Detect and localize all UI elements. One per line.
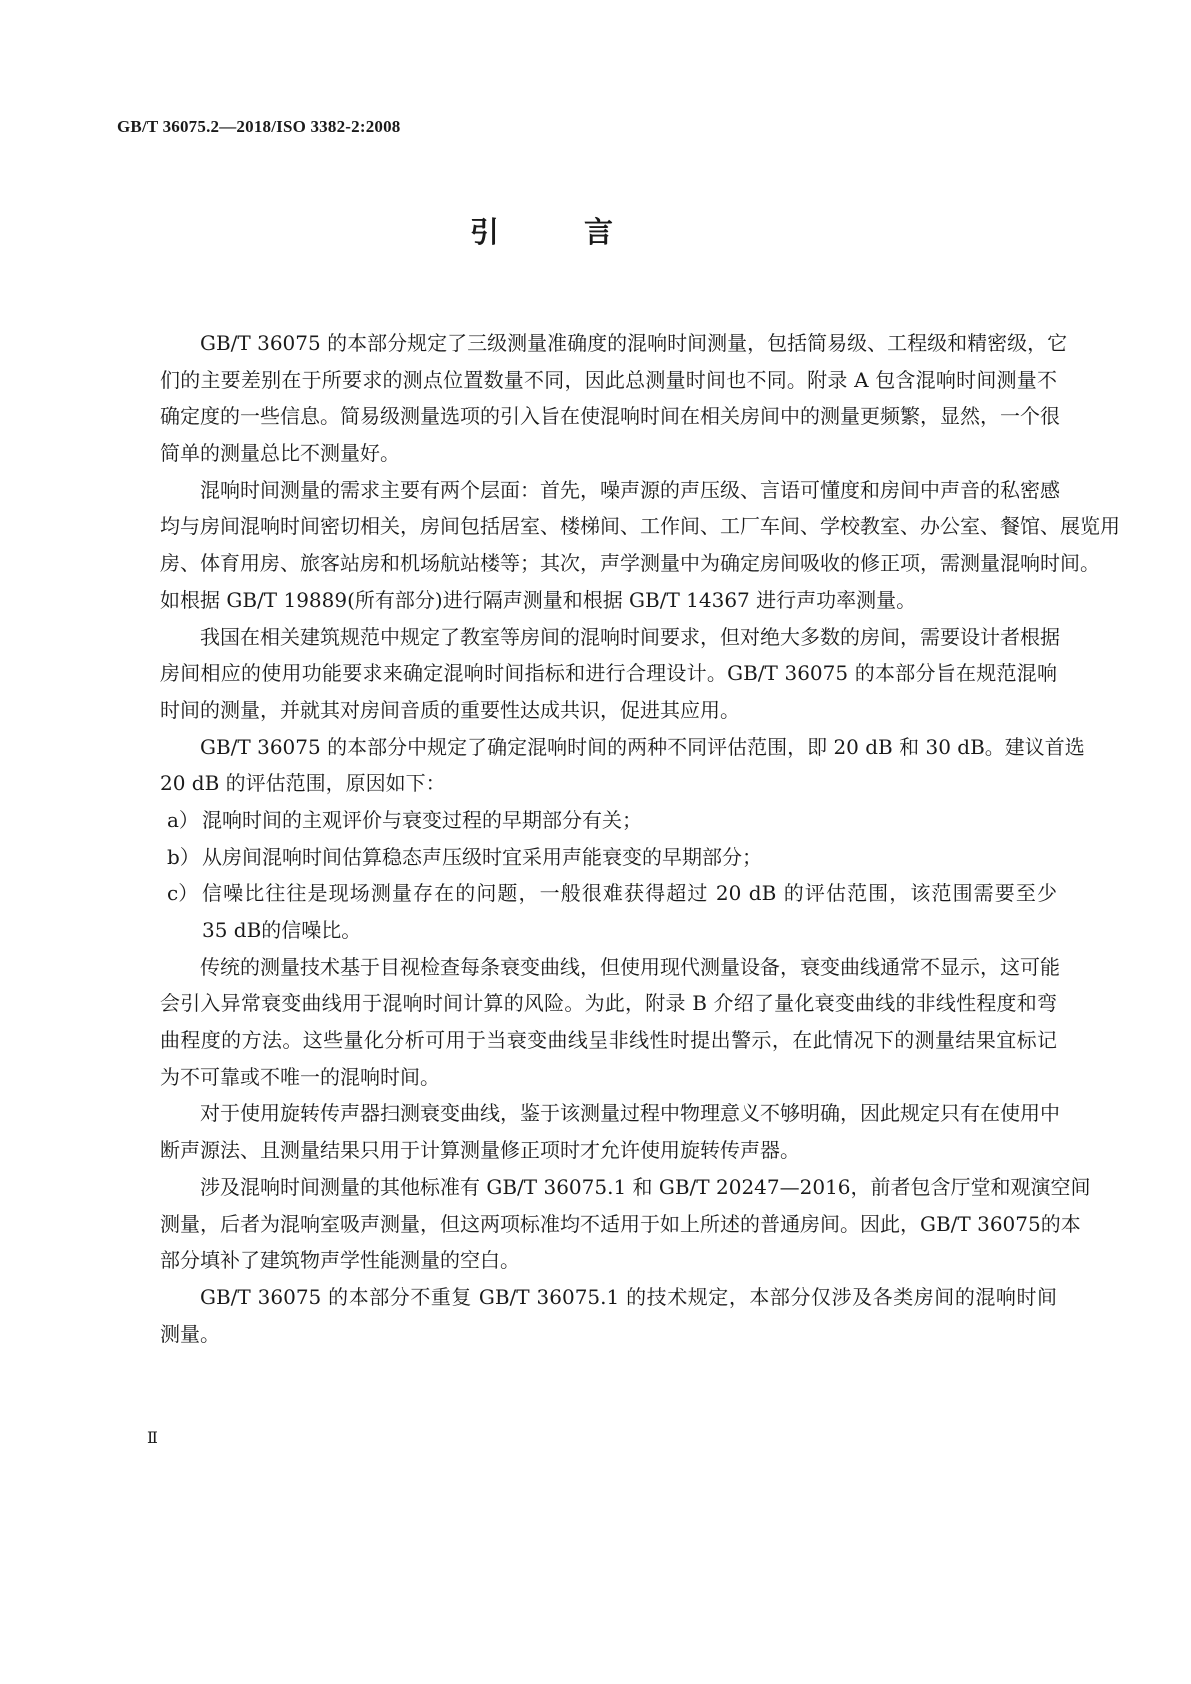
text-line: 时间的测量，并就其对房间音质的重要性达成共识，促进其应用。	[160, 697, 740, 722]
text-line: 为不可靠或不唯一的混响时间。	[160, 1064, 440, 1089]
paragraph	[160, 949, 1060, 1096]
text-line: 确定度的一些信息。简易级测量选项的引入旨在使混响时间在相关房间中的测量更频繁，显然，一个很	[160, 404, 1060, 429]
list-item-text: 35 dB的信噪比。	[202, 918, 362, 943]
text-line: 我国在相关建筑规范中规定了教室等房间的混响时间要求，但对绝大多数的房间，需要设计者根据	[200, 624, 1060, 649]
page-title: 引 言	[469, 215, 641, 249]
text-line: GB/T 36075 的本部分不重复 GB/T 36075.1 的技术规定，本部分仅涉及各类房间的混响时间	[200, 1284, 1057, 1309]
text-line: 房间相应的使用功能要求来确定混响时间指标和进行合理设计。GB/T 36075 的本部分旨在规范混响	[160, 661, 1057, 686]
paragraph	[160, 1279, 1057, 1352]
list-item	[160, 839, 1057, 876]
document-body	[160, 325, 1120, 1352]
text-line: 均与房间混响时间密切相关，房间包括居室、楼梯间、工作间、工厂车间、学校教室、办公室、餐馆、展览用	[160, 514, 1120, 539]
list-item	[160, 912, 1057, 949]
text-line: 对于使用旋转传声器扫测衰变曲线，鉴于该测量过程中物理意义不够明确，因此规定只有在使用中	[200, 1101, 1060, 1126]
list-item	[160, 875, 1057, 912]
paragraph	[160, 729, 1085, 802]
paragraph	[160, 1095, 1060, 1168]
text-line: 简单的测量总比不测量好。	[160, 441, 400, 466]
text-line: 测量。	[160, 1321, 220, 1346]
list-item-text: 混响时间的主观评价与衰变过程的早期部分有关；	[202, 807, 642, 832]
page-number: Ⅱ	[147, 1428, 158, 1447]
text-line: 会引入异常衰变曲线用于混响时间计算的风险。为此，附录 B 介绍了量化衰变曲线的非线性程度和弯	[160, 991, 1057, 1016]
list-item-text: 从房间混响时间估算稳态声压级时宜采用声能衰变的早期部分；	[202, 844, 762, 869]
text-line: 房、体育用房、旅客站房和机场航站楼等；其次，声学测量中为确定房间吸收的修正项，需测量混响时间。	[160, 551, 1100, 576]
list-item-text: 信噪比往往是现场测量存在的问题，一般很难获得超过 20 dB 的评估范围，该范围需要至少	[202, 881, 1057, 906]
list-item	[160, 802, 1057, 839]
text-line: 传统的测量技术基于目视检查每条衰变曲线，但使用现代测量设备，衰变曲线通常不显示，这可能	[200, 954, 1060, 979]
paragraph	[160, 619, 1060, 729]
list-marker: b）	[167, 844, 200, 869]
document-header: GB/T 36075.2—2018/ISO 3382-2:2008	[117, 117, 401, 136]
paragraph	[160, 325, 1068, 472]
text-line: 部分填补了建筑物声学性能测量的空白。	[160, 1248, 520, 1273]
text-line: 测量，后者为混响室吸声测量，但这两项标准均不适用于如上所述的普通房间。因此，GB/T 36075的本	[160, 1211, 1081, 1236]
list-marker: a）	[167, 807, 199, 832]
list-marker: c）	[167, 881, 199, 906]
text-line: 混响时间测量的需求主要有两个层面：首先，噪声源的声压级、言语可懂度和房间中声音的私密感	[200, 477, 1060, 502]
text-line: 断声源法、且测量结果只用于计算测量修正项时才允许使用旋转传声器。	[160, 1138, 800, 1163]
text-line: 涉及混响时间测量的其他标准有 GB/T 36075.1 和 GB/T 20247—2016，前者包含厅堂和观演空间	[200, 1174, 1091, 1199]
paragraph	[160, 1169, 1091, 1279]
text-line: 们的主要差别在于所要求的测点位置数量不同，因此总测量时间也不同。附录 A 包含混响时间测量不	[160, 367, 1057, 392]
text-line: GB/T 36075 的本部分规定了三级测量准确度的混响时间测量，包括简易级、工程级和精密级，它	[200, 331, 1068, 355]
text-line: 如根据 GB/T 19889(所有部分)进行隔声测量和根据 GB/T 14367 进行声功率测量。	[160, 587, 917, 612]
paragraph	[160, 472, 1120, 619]
text-line: 20 dB 的评估范围，原因如下：	[160, 771, 446, 796]
text-line: GB/T 36075 的本部分中规定了确定混响时间的两种不同评估范围，即 20 dB 和 30 dB。建议首选	[200, 734, 1085, 759]
text-line: 曲程度的方法。这些量化分析可用于当衰变曲线呈非线性时提出警示，在此情况下的测量结果宜标记	[160, 1028, 1057, 1053]
